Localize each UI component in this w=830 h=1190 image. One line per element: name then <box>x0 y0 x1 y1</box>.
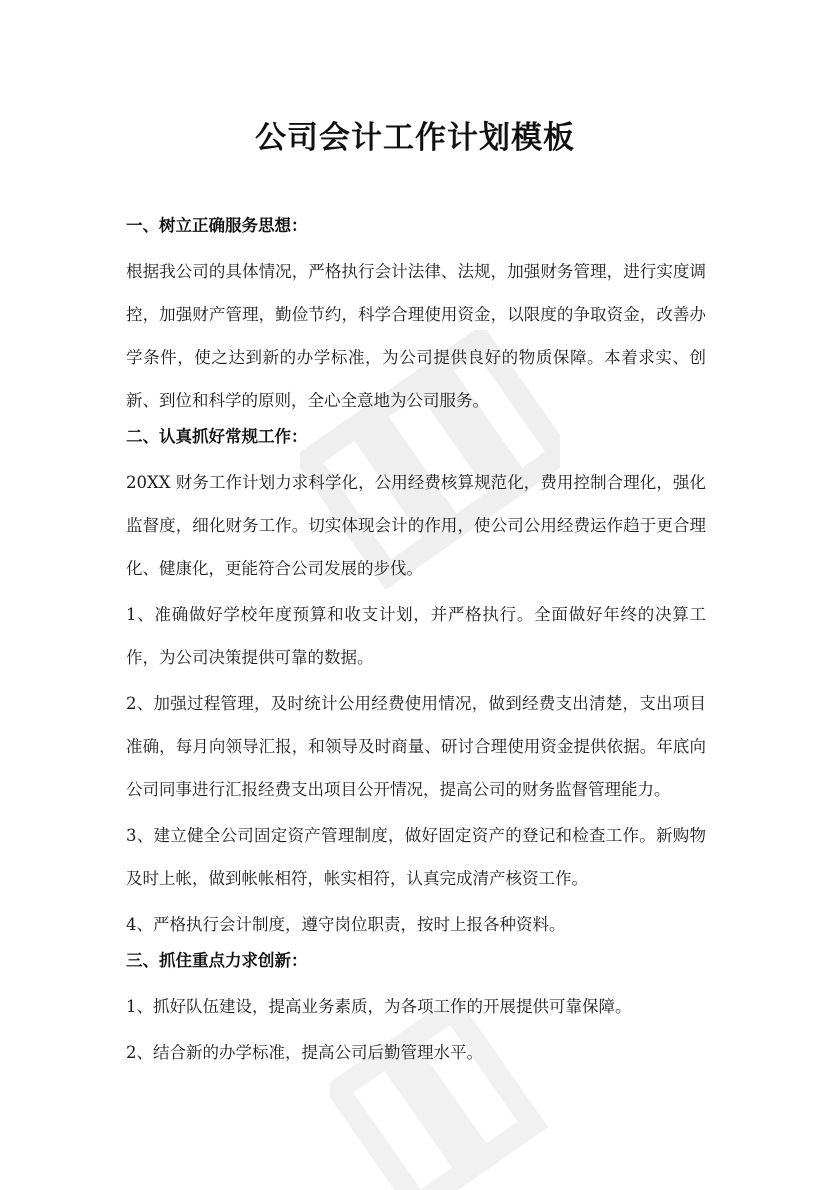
section-3 <box>126 949 706 1074</box>
paragraph: 4、严格执行会计制度，遵守岗位职责，按时上报各种资料。 <box>126 915 566 934</box>
section-heading: 三、抓住重点力求创新： <box>126 951 308 970</box>
paragraph: 20XX 财务工作计划力求科学化，公用经费核算规范化，费用控制合理化，强化监督度，细化财务工作。切实体现会计的作用，使公司公用经费运作趋于更合理化、健康化，更能符合公司发展的步伐。 <box>126 473 706 578</box>
section-heading: 二、认真抓好常规工作： <box>126 427 308 446</box>
paragraph: 2、加强过程管理，及时统计公用经费使用情况，做到经费支出清楚，支出项目准确，每月向领导汇报，和领导及时商量、研讨合理使用资金提供依据。年底向公司同事进行汇报经费支出项目公开情况，提高公司的财务监督管理能力。 <box>126 694 706 799</box>
section-heading: 一、树立正确服务思想： <box>126 216 308 235</box>
document-body <box>126 214 706 1077</box>
section-1 <box>126 214 706 422</box>
paragraph: 1、抓好队伍建设，提高业务素质，为各项工作的开展提供可靠保障。 <box>126 997 632 1016</box>
paragraph: 根据我公司的具体情况，严格执行会计法律、法规，加强财务管理，进行实度调控，加强财产管理，勤俭节约，科学合理使用资金，以限度的争取资金，改善办学条件，使之达到新的办学标准，为公司提供良好的物质保障。本着求实、创新、到位和科学的原则，全心全意地为公司服务。 <box>126 262 706 410</box>
paragraph: 1、准确做好学校年度预算和收支计划，并严格执行。全面做好年终的决算工作，为公司决策提供可靠的数据。 <box>126 605 706 667</box>
section-2 <box>126 425 706 946</box>
paragraph: 2、结合新的办学标准，提高公司后勤管理水平。 <box>126 1043 483 1062</box>
paragraph: 3、建立健全公司固定资产管理制度，做好固定资产的登记和检查工作。新购物及时上帐，做到帐帐相符，帐实相符，认真完成清产核资工作。 <box>126 826 706 888</box>
page-title: 公司会计工作计划模板 <box>255 120 575 156</box>
